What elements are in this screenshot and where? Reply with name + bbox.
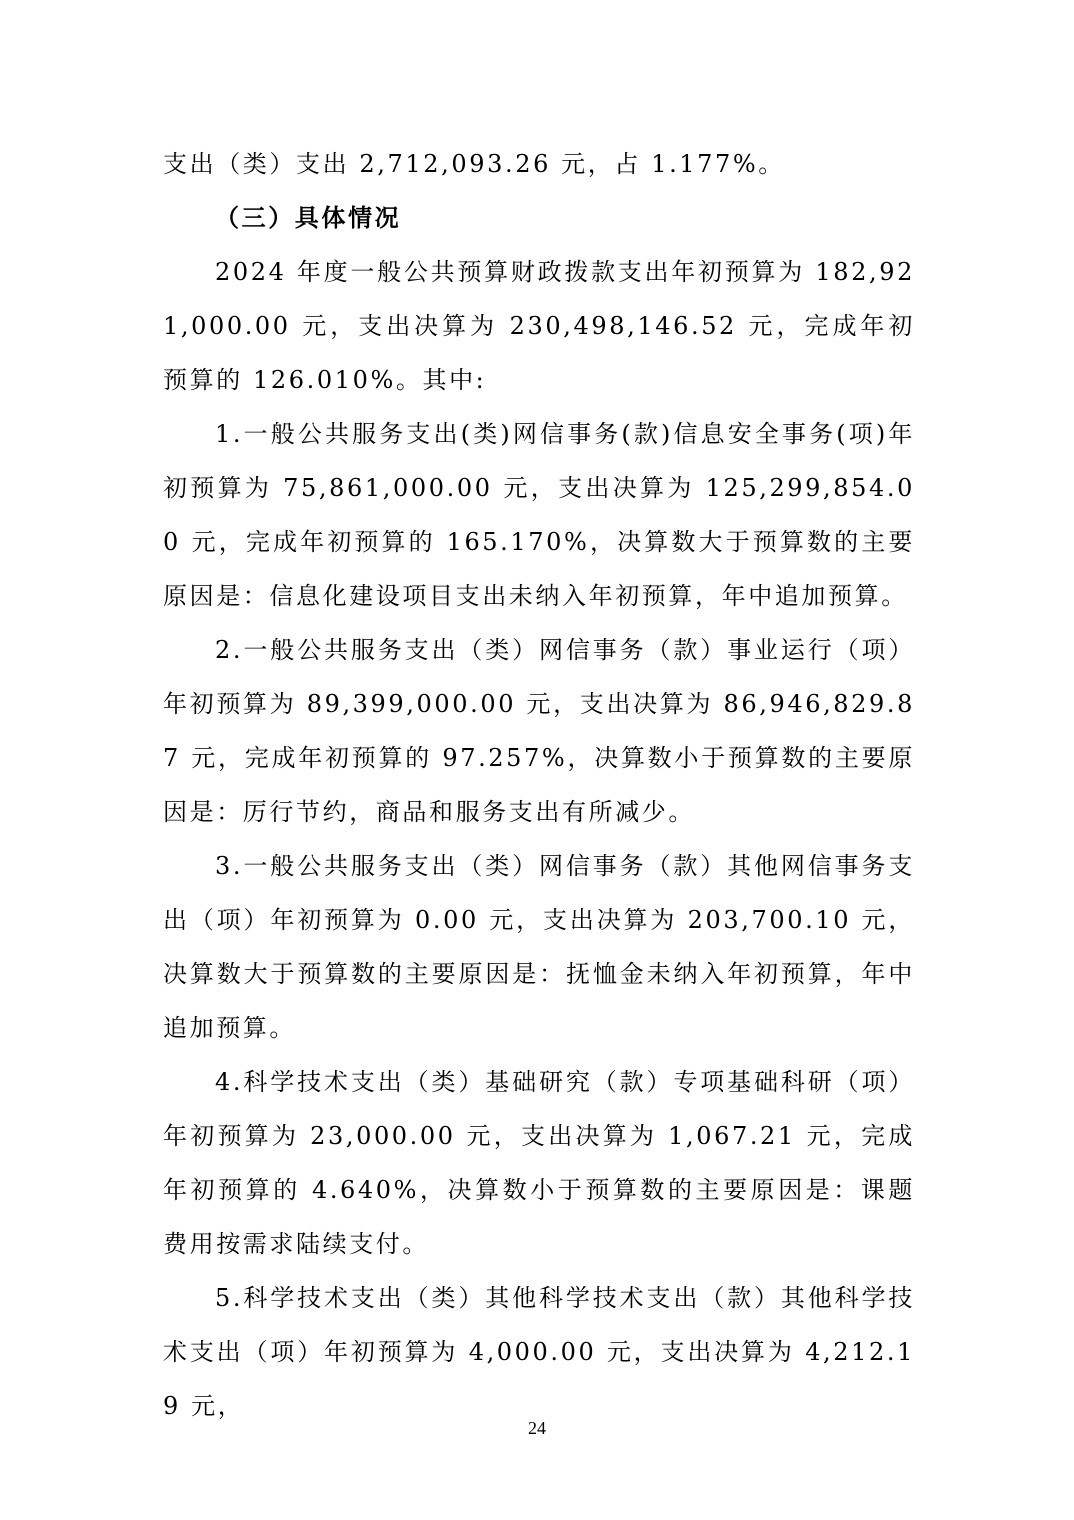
paragraph-summary: 2024 年度一般公共预算财政拨款支出年初预算为 182,921,000.00 元，支出决算为 230,498,146.52 元，完成年初预算的 126.010%。其中: [163,258,915,394]
paragraph-item-3: 3.一般公共服务支出（类）网信事务（款）其他网信事务支出（项）年初预算为 0.00 元，支出决算为 203,700.10 元，决算数大于预算数的主要原因是：抚恤金未纳入年初预算，年中追加预算。 [163,852,915,1042]
paragraph-item-4: 4.科学技术支出（类）基础研究（款）专项基础科研（项）年初预算为 23,000.00 元，支出决算为 1,067.21 元，完成年初预算的 4.640%，决算数小于预算数的主要原因是：课题费用按需求陆续支付。 [163,1068,915,1258]
paragraph-item-1: 1.一般公共服务支出(类)网信事务(款)信息安全事务(项)年初预算为 75,861,000.00 元，支出决算为 125,299,854.00 元，完成年初预算的 165.170%，决算数大于预算数的主要原因是：信息化建设项目支出未纳入年初预算，年中追加预算。 [163,420,915,610]
page-number: 24 [528,1418,546,1438]
paragraph-item-2: 2.一般公共服务支出（类）网信事务（款）事业运行（项）年初预算为 89,399,000.00 元，支出决算为 86,946,829.87 元，完成年初预算的 97.257%，决算数小于预算数的主要原因是：厉行节约，商品和服务支出有所减少。 [163,636,915,826]
section-heading: （三）具体情况 [215,203,402,232]
paragraph-continuation: 支出（类）支出 2,712,093.26 元，占 1.177%。 [163,150,785,178]
body-text [163,137,915,1433]
paragraph-item-5: 5.科学技术支出（类）其他科学技术支出（款）其他科学技术支出（项）年初预算为 4,000.00 元，支出决算为 4,212.19 元， [163,1284,915,1420]
